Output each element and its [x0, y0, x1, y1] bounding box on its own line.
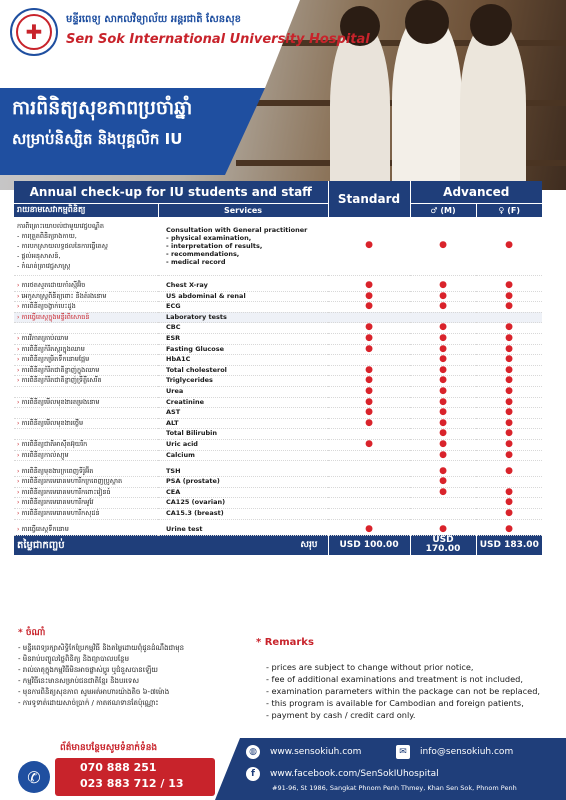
bullet-arrow-icon: › [17, 467, 20, 475]
standard-price: USD 100.00 [328, 535, 410, 555]
service-km-label: › ការពិនិត្យរកមេរោគមហារីកក្រពេញប្រូស្តាត [14, 477, 158, 488]
service-name: CEA [158, 487, 328, 498]
empty-cell [328, 477, 410, 488]
standard-included-dot: ● [328, 418, 410, 429]
hospital-name-km: មន្ទីរពេទ្យ សាកលវិទ្យាល័យ អន្តរជាតិ សែនសុខ [66, 14, 241, 25]
empty-cell [328, 467, 410, 477]
phone-number-mobile[interactable]: 070 888 251 [80, 761, 157, 774]
bullet-arrow-icon: › [17, 292, 20, 300]
male-included-dot: ● [410, 525, 476, 535]
male-included-dot: ● [410, 487, 476, 498]
service-km-label [14, 323, 158, 334]
standard-included-dot: ● [328, 376, 410, 387]
service-km-label: › ការពិនិត្យកំរិតស្ករក្នុងឈាម [14, 344, 158, 355]
table-row [14, 525, 542, 535]
empty-cell [328, 498, 410, 509]
package-price-label-km: តម្លៃជាកញ្ចប់ [14, 535, 158, 555]
standard-included-dot: ● [328, 365, 410, 376]
female-included-dot: ● [476, 525, 542, 535]
female-included-dot: ● [476, 429, 542, 440]
advanced-male-price: USD 170.00 [410, 535, 476, 555]
standard-included-dot: ● [328, 333, 410, 344]
male-included-dot: ● [410, 365, 476, 376]
service-name: HbA1C [158, 355, 328, 366]
standard-included-dot: ● [328, 302, 410, 313]
female-included-dot: ● [476, 498, 542, 509]
facebook-icon: f [246, 767, 260, 781]
address: #91-96, St 1986, Sangkat Phnom Penh Thmey, Khan Sen Sok, Phnom Penh [272, 784, 517, 792]
bullet-arrow-icon: › [17, 366, 20, 374]
table-body [14, 217, 542, 535]
standard-included-dot: ● [328, 525, 410, 535]
service-name: Urea [158, 386, 328, 397]
bullet-arrow-icon: › [17, 451, 20, 459]
service-name: Fasting Glucose [158, 344, 328, 355]
service-km-label [14, 408, 158, 419]
bullet-arrow-icon: › [17, 488, 20, 496]
service-name: US abdominal & renal [158, 291, 328, 302]
male-included-dot: ● [410, 408, 476, 419]
male-included-dot: ● [410, 439, 476, 450]
service-name: CA125 (ovarian) [158, 498, 328, 509]
bullet-arrow-icon: › [17, 398, 20, 406]
service-km-label: › ការពិនិត្យចង្វាក់បេះដូង [14, 302, 158, 313]
empty-cell [476, 477, 542, 488]
facebook-link[interactable]: www.facebook.com/SenSokIUhospital [270, 769, 439, 779]
empty-cell [410, 508, 476, 519]
service-km-label: ការពិគ្រោះយោបល់ជាមួយវេជ្ជបណ្ឌិត - ការត្រួតពិនិត្យរាងកាយ, - ការបកស្រាយលទ្ធផលនៃការធ្វើតេស្ត - ផ្តល់អនុសាសន៍, - កំណត់ត្រាវេជ្ជសាស្ត្រ [14, 217, 158, 275]
empty-cell [328, 355, 410, 366]
remark-item: - examination parameters within the package can not be replaced, [266, 686, 541, 696]
table-row [14, 355, 542, 366]
service-km-label: › ការពិនិត្យកម្រិតទឹកនោមផ្អែម [14, 355, 158, 366]
table-row [14, 386, 542, 397]
female-included-dot: ● [476, 323, 542, 334]
table-row [14, 450, 542, 461]
male-included-dot: ● [410, 429, 476, 440]
advanced-female-price: USD 183.00 [476, 535, 542, 555]
female-included-dot: ● [476, 386, 542, 397]
bullet-arrow-icon: › [17, 499, 20, 507]
table-row [14, 302, 542, 313]
remark-item: - prices are subject to change without prior notice, [266, 662, 474, 672]
price-row [14, 535, 542, 555]
female-included-dot: ● [476, 418, 542, 429]
service-km-label: › អេកូសាស្ត្រពិនិត្យពោះ និងតំរងនោម [14, 291, 158, 302]
hospital-name-en: Sen Sok International University Hospital [66, 32, 370, 47]
standard-included-dot: ● [328, 386, 410, 397]
bullet-arrow-icon: › [17, 440, 20, 448]
website-link[interactable]: www.sensokiuh.com [270, 747, 362, 757]
service-name: Laboratory tests [158, 312, 328, 323]
female-included-dot: ● [476, 355, 542, 366]
service-name: AST [158, 408, 328, 419]
empty-cell [410, 312, 476, 323]
services-header: Services [158, 203, 328, 217]
email-link[interactable]: info@sensokiuh.com [420, 747, 514, 757]
service-km-label: › ការថតសួតដោយកាំរស្មីអ៊ិច [14, 281, 158, 291]
male-included-dot: ● [410, 467, 476, 477]
table-row [14, 344, 542, 355]
service-name: Urine test [158, 525, 328, 535]
page-subtitle-km: សម្រាប់និស្សិត និងបុគ្គលិក IU [12, 130, 183, 148]
empty-cell [328, 312, 410, 323]
table-row [14, 508, 542, 519]
service-km-label: › ការពិនិត្យកាល់ស្យូម [14, 450, 158, 461]
service-km-label: › ការពិនិត្យមុខងារក្រពេញទីរ៉ូអ៊ីត [14, 467, 158, 477]
female-included-dot: ● [476, 408, 542, 419]
phone-icon: ✆ [18, 761, 50, 793]
standard-included-dot: ● [328, 281, 410, 291]
table-row [14, 376, 542, 387]
service-name: CA15.3 (breast) [158, 508, 328, 519]
table-row [14, 418, 542, 429]
services-km-header: រាយនាមសេវាកម្មពិនិត្យ [14, 203, 158, 217]
service-name: Total Bilirubin [158, 429, 328, 440]
note-km-item: - ការទូទាត់ដោយសាច់ប្រាក់ / កាតឥណទានតែប៉ុណ្ណោះ [18, 699, 159, 707]
empty-cell [410, 498, 476, 509]
remarks-list [266, 661, 562, 721]
globe-icon: ◍ [246, 745, 260, 759]
service-km-label: › ការធ្វើតេស្តទឹកនោម [14, 525, 158, 535]
service-km-label: › ការពិនិត្យរកមេរោគមហារីកអូវែ [14, 498, 158, 509]
service-name: Total cholesterol [158, 365, 328, 376]
table-row [14, 333, 542, 344]
note-km-item: - មន្ទីរពេទ្យរក្សាសិទ្ធិកែប្រែកម្មវិធី និងតម្លៃដោយពុំជូនដំណឹងជាមុន [18, 644, 185, 652]
standard-column-header: Standard [328, 181, 410, 217]
note-km-item: - រាល់ធាតុក្នុងកម្មវិធីមិនអាចផ្លាស់ប្តូរ ឬជំនួសបានឡើយ [18, 666, 158, 674]
female-included-dot: ● [476, 302, 542, 313]
remark-item: - payment by cash / credit card only. [266, 710, 416, 720]
empty-cell [328, 429, 410, 440]
female-included-dot: ● [476, 333, 542, 344]
female-included-dot: ● [476, 365, 542, 376]
service-name: TSH [158, 467, 328, 477]
hospital-logo [10, 8, 58, 56]
male-included-dot: ● [410, 477, 476, 488]
bullet-arrow-icon: › [17, 478, 20, 486]
female-column-header: ♀ (F) [476, 203, 542, 217]
standard-included-dot: ● [328, 344, 410, 355]
remark-item: - fee of additional examinations and treatment is not included, [266, 674, 523, 684]
service-name: Chest X-ray [158, 281, 328, 291]
male-included-dot: ● [410, 281, 476, 291]
note-km-item: - មុនការពិនិត្យសុខភាព សូមអត់អាហារយ៉ាងតិច ៦-៧ម៉ោង [18, 688, 170, 696]
phone-number-landline[interactable]: 023 883 712 / 13 [80, 777, 184, 790]
standard-included-dot: ● [328, 397, 410, 408]
standard-included-dot: ● [328, 217, 410, 275]
standard-included-dot: ● [328, 323, 410, 334]
service-km-label: › ការពិនិត្យរកមេរោគមហារីកពោះវៀនធំ [14, 487, 158, 498]
service-name: CBC [158, 323, 328, 334]
service-name: ECG [158, 302, 328, 313]
service-km-label: › ការពិនិត្យកំរិតជាតិខ្លាញ់ទ្រីគ្លីសេរីត [14, 376, 158, 387]
table-row [14, 487, 542, 498]
female-included-dot: ● [476, 291, 542, 302]
service-name: PSA (prostate) [158, 477, 328, 488]
advanced-column-header: Advanced [410, 181, 542, 203]
note-km-item: - មិនរាប់បញ្ចូលថ្លៃពិនិត្យ និងព្យាបាលបន្ថែម [18, 655, 130, 663]
bullet-arrow-icon: › [17, 282, 20, 289]
service-km-label: › ការពិនិត្យមើលមុខងារតម្រងនោម [14, 397, 158, 408]
service-km-label: › ការវិភាគគ្រាប់ឈាម [14, 333, 158, 344]
header-banner [0, 0, 566, 190]
service-km-label: › ការពិនិត្យរកមេរោគមហារីកសុដន់ [14, 508, 158, 519]
table-row [14, 467, 542, 477]
standard-included-dot: ● [328, 291, 410, 302]
empty-cell [328, 508, 410, 519]
bullet-arrow-icon: › [17, 526, 20, 534]
male-included-dot: ● [410, 333, 476, 344]
female-included-dot: ● [476, 281, 542, 291]
bullet-arrow-icon: › [17, 345, 20, 353]
table-row [14, 439, 542, 450]
notes-km-heading: * ចំណាំ [18, 628, 46, 638]
table-row [14, 397, 542, 408]
page-title-km: ការពិនិត្យសុខភាពប្រចាំឆ្នាំ [12, 97, 193, 119]
service-name: Triglycerides [158, 376, 328, 387]
medical-cross-icon: ✚ [25, 20, 43, 44]
female-included-dot: ● [476, 450, 542, 461]
notes-km-list [18, 643, 258, 709]
table-row [14, 312, 542, 323]
bullet-arrow-icon: › [17, 303, 20, 311]
bullet-arrow-icon: › [17, 509, 20, 517]
service-km-label [14, 386, 158, 397]
female-included-dot: ● [476, 487, 542, 498]
table-row [14, 281, 542, 291]
female-included-dot: ● [476, 217, 542, 275]
female-included-dot: ● [476, 467, 542, 477]
male-included-dot: ● [410, 291, 476, 302]
service-name: Creatinine [158, 397, 328, 408]
table-row [14, 477, 542, 488]
service-name: ALT [158, 418, 328, 429]
table-row [14, 291, 542, 302]
service-km-label: › ការពិនិត្យកំរិតជាតិខ្លាញ់ក្នុងឈាម [14, 365, 158, 376]
note-km-item: - កម្មវិធីនេះមានសម្រាប់ជនជាតិខ្មែរ និងបរទេស [18, 677, 139, 685]
male-included-dot: ● [410, 386, 476, 397]
notes-km [18, 627, 258, 709]
service-km-label: › ការពិនិត្យមើលមុខងារថ្លើម [14, 418, 158, 429]
table-row [14, 498, 542, 509]
female-included-dot: ● [476, 376, 542, 387]
service-name: Calcium [158, 450, 328, 461]
male-included-dot: ● [410, 450, 476, 461]
female-included-dot: ● [476, 439, 542, 450]
female-included-dot: ● [476, 508, 542, 519]
male-included-dot: ● [410, 217, 476, 275]
service-km-label [14, 429, 158, 440]
male-included-dot: ● [410, 323, 476, 334]
remarks-en [266, 661, 562, 721]
male-included-dot: ● [410, 355, 476, 366]
bullet-arrow-icon: › [17, 419, 20, 427]
mail-icon: ✉ [396, 745, 410, 759]
male-column-header: ♂ (M) [410, 203, 476, 217]
remark-item: - this program is available for Cambodian and foreign patients, [266, 698, 524, 708]
standard-included-dot: ● [328, 439, 410, 450]
service-name: Uric acid [158, 439, 328, 450]
table-row [14, 365, 542, 376]
female-included-dot: ● [476, 397, 542, 408]
male-included-dot: ● [410, 376, 476, 387]
table-caption: Annual check-up for IU students and staff [14, 181, 328, 203]
service-name: Consultation with General practitioner - physical examination, - interpretation of results, - recommendations, - medical record [158, 217, 328, 275]
bullet-arrow-icon: › [17, 313, 20, 321]
female-included-dot: ● [476, 344, 542, 355]
remarks-heading: * Remarks [256, 637, 314, 648]
checkup-table [14, 181, 542, 555]
table-row [14, 408, 542, 419]
bullet-arrow-icon: › [17, 377, 20, 385]
table-row [14, 429, 542, 440]
bullet-arrow-icon: › [17, 334, 20, 342]
male-included-dot: ● [410, 397, 476, 408]
service-name: ESR [158, 333, 328, 344]
standard-included-dot: ● [328, 408, 410, 419]
total-label-km: សរុប [158, 535, 328, 555]
service-km-label: › ការធ្វើតេស្តក្នុងមន្ទីរពិសោធន៍ [14, 312, 158, 323]
male-included-dot: ● [410, 302, 476, 313]
service-km-label: › ការពិនិត្យជាតិអាស៊ីតអ៊ុយរិក [14, 439, 158, 450]
empty-cell [476, 312, 542, 323]
bullet-arrow-icon: › [17, 356, 20, 364]
male-included-dot: ● [410, 418, 476, 429]
table-row [14, 323, 542, 334]
male-included-dot: ● [410, 344, 476, 355]
contact-label-km: ព័ត៌មានបន្ថែមសូមទំនាក់ទំនង [60, 743, 158, 753]
table-row [14, 217, 542, 275]
empty-cell [328, 450, 410, 461]
empty-cell [328, 487, 410, 498]
